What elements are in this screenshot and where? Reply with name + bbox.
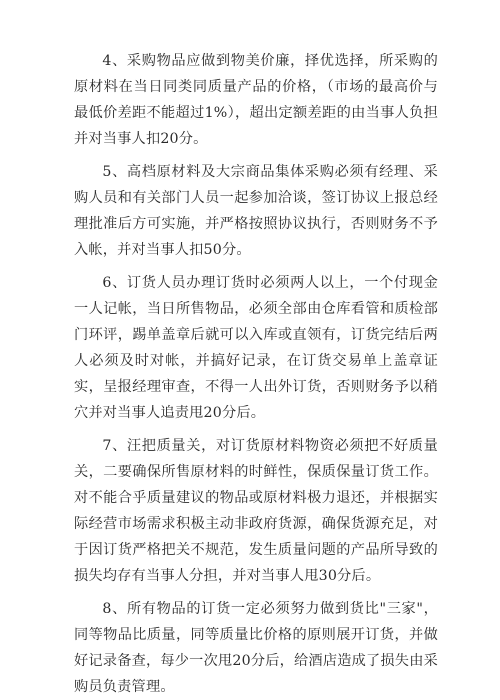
paragraph-5-bulk-purchase: 5、高档原材料及大宗商品集体采购必须有经理、采购人员和有关部门人员一起参加洽谈，签订协议上报总经理批准后方可实施，并严格按照协议执行，否则财务不予入帐，并对当事人扣50分。: [74, 164, 438, 258]
paragraph-4-price-rule: 4、采购物品应做到物美价廉，择优选择，所采购的原材料在当日同类同质量产品的价格，（市场的最高价与最低价差距不能超过1%），超出定额差距的由当事人负担并对当事人扣20分。: [74, 53, 438, 147]
paragraph-7-quality-control: 7、汪把质量关，对订货原材料物资必须把不好质量关，二要确保所售原材料的时鲜性，保质保量订货工作。对不能合乎质量建议的物品或原材料极力退还，并根据实际经营市场需求积极主动非政府货源，确保货源充足，对于因订货严格把关不规范，发生质量问题的产品所导致的损失均存有当事人分担，并对当事人甩30分后。: [74, 438, 438, 584]
paragraph-6-ordering-staff: 6、订货人员办理订货时必须两人以上，一个付现金一人记帐，当日所售物品，必须全部由仓库看管和质检部门环评，踢单盖章后就可以入库或直领有，订货完结后两人必须及时对帐，并搞好记录，在订货交易单上盖章证实，呈报经理审查，不得一人出外订货，否则财务予以稍穴并对当事人追责甩20分后。: [74, 275, 438, 421]
document-body: [74, 48, 438, 700]
paragraph-8-compare-suppliers: 8、所有物品的订货一定必须努力做到货比"三家"，同等物品比质量，同等质量比价格的原则展开订货，并做好记录备查，每少一次甩20分后，给酒店造成了损失由采购员负责管理。: [74, 601, 438, 695]
